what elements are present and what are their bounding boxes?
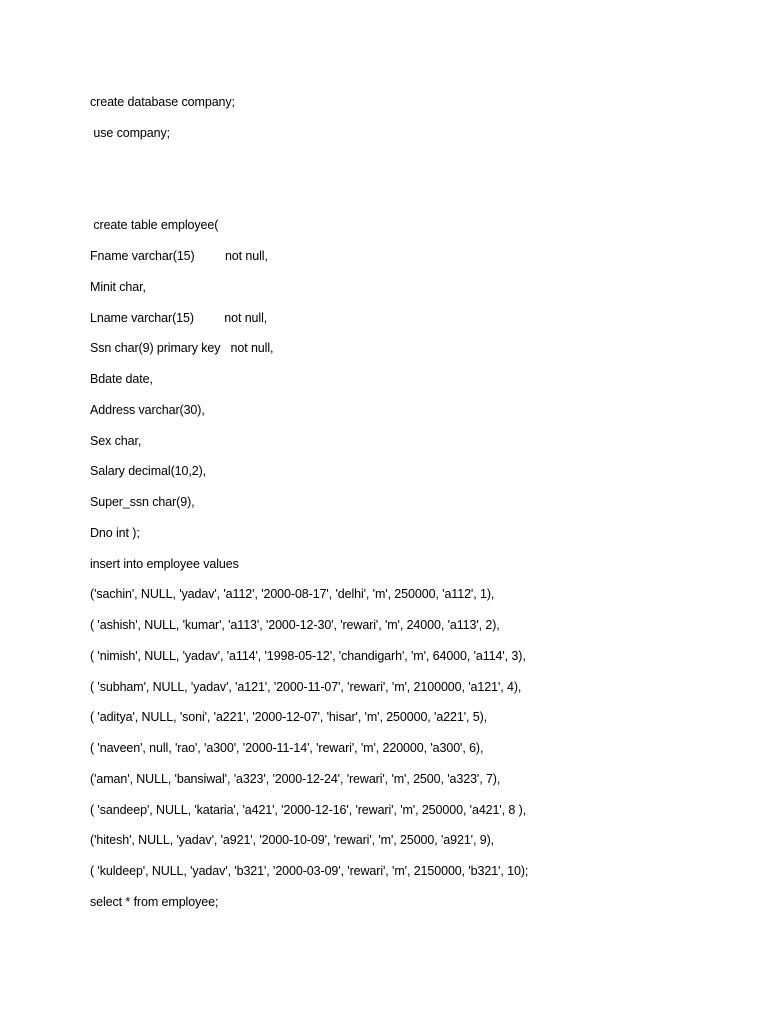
text-line: Dno int ); xyxy=(90,526,140,540)
text-line: select * from employee; xyxy=(90,895,219,909)
text-line: Fname varchar(15) not null, xyxy=(90,249,268,263)
text-line: ( 'kuldeep', NULL, 'yadav', 'b321', '2000-03-09', 'rewari', 'm', 2150000, 'b321', 10); xyxy=(90,864,529,878)
text-line: ( 'aditya', NULL, 'soni', 'a221', '2000-12-07', 'hisar', 'm', 250000, 'a221', 5), xyxy=(90,710,488,724)
text-line: Sex char, xyxy=(90,434,142,448)
text-line: ( 'sandeep', NULL, 'kataria', 'a421', '2000-12-16', 'rewari', 'm', 250000, 'a421', 8 ), xyxy=(90,803,527,817)
text-line: Minit char, xyxy=(90,280,146,294)
text-line: Bdate date, xyxy=(90,372,153,386)
text-line: create database company; xyxy=(90,95,235,109)
text-line: ( 'nimish', NULL, 'yadav', 'a114', '1998-05-12', 'chandigarh', 'm', 64000, 'a114', 3), xyxy=(90,649,526,663)
text-line: Salary decimal(10,2), xyxy=(90,464,207,478)
text-line: ( 'subham', NULL, 'yadav', 'a121', '2000-11-07', 'rewari', 'm', 2100000, 'a121', 4), xyxy=(90,680,522,694)
text-line: ('aman', NULL, 'bansiwal', 'a323', '2000-12-24', 'rewari', 'm', 2500, 'a323', 7), xyxy=(90,772,501,786)
text-line: Lname varchar(15) not null, xyxy=(90,311,268,325)
text-line: ( 'naveen', null, 'rao', 'a300', '2000-11-14', 'rewari', 'm', 220000, 'a300', 6), xyxy=(90,741,484,755)
text-line: ('sachin', NULL, 'yadav', 'a112', '2000-08-17', 'delhi', 'm', 250000, 'a112', 1), xyxy=(90,587,495,601)
text-line: Ssn char(9) primary key not null, xyxy=(90,341,274,355)
text-line: Address varchar(30), xyxy=(90,403,205,417)
text-line: ('hitesh', NULL, 'yadav', 'a921', '2000-10-09', 'rewari', 'm', 25000, 'a921', 9), xyxy=(90,833,495,847)
text-line: use company; xyxy=(90,126,170,140)
text-line: Super_ssn char(9), xyxy=(90,495,195,509)
text-line: insert into employee values xyxy=(90,557,239,571)
text-line: create table employee( xyxy=(90,218,219,232)
text-line: ( 'ashish', NULL, 'kumar', 'a113', '2000-12-30', 'rewari', 'm', 24000, 'a113', 2), xyxy=(90,618,500,632)
